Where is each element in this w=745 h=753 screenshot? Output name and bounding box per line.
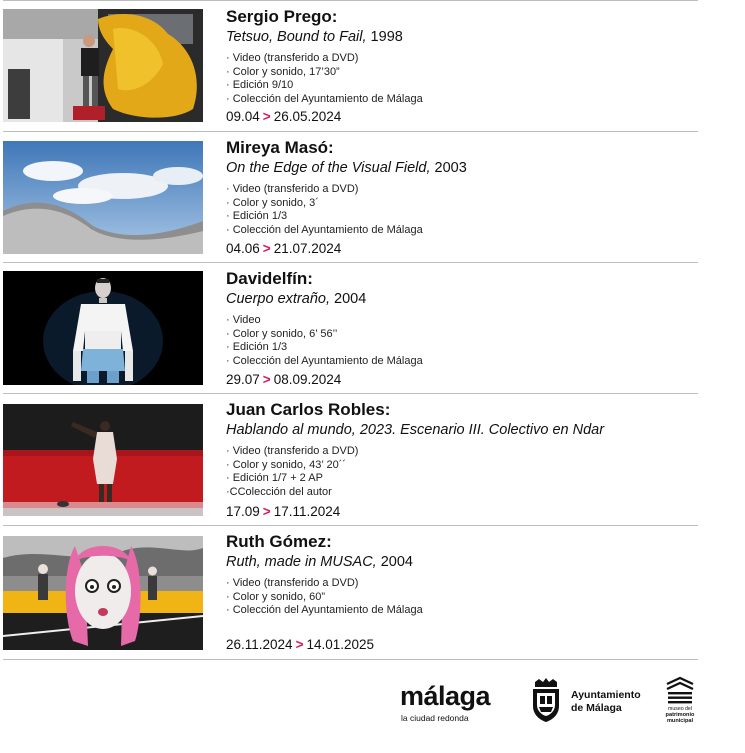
- spec-line: · Colección del Ayuntamiento de Málaga: [226, 354, 423, 367]
- work-title: [226, 290, 696, 309]
- spec-line: · Colección del Ayuntamiento de Málaga: [226, 604, 423, 617]
- date-arrow-icon: >: [262, 241, 271, 256]
- video-still-performance-yellow-fabric: [3, 9, 203, 122]
- date-arrow-icon: >: [295, 637, 304, 652]
- date-start: 04.06: [226, 241, 260, 256]
- program-entry-juan-carlos-robles: [3, 394, 698, 525]
- date-end: 21.07.2024: [273, 241, 342, 256]
- date-end: 26.05.2024: [273, 109, 342, 124]
- artist-name: Ruth Gómez:: [226, 532, 332, 551]
- work-year: 2004: [329, 291, 367, 307]
- spec-line: ·CColección del autor: [226, 485, 332, 498]
- entry-info: [226, 268, 696, 368]
- work-title: [226, 28, 696, 47]
- program-entry-ruth-gomez: [3, 526, 698, 657]
- date-start: 29.07: [226, 372, 260, 387]
- museo-line-3: [663, 718, 697, 724]
- artist-name: Juan Carlos Robles:: [226, 400, 391, 419]
- spec-line: · Color y sonido, 3´: [226, 196, 319, 209]
- entry-info: [226, 6, 696, 106]
- work-year: 2003: [430, 160, 467, 176]
- artist-name: Sergio Prego:: [226, 7, 338, 26]
- program-entry-davidelfin: [3, 263, 698, 394]
- spec-line: · Color y sonido, 17’30”: [226, 65, 340, 78]
- work-specs: [226, 183, 696, 237]
- entry-info: [226, 137, 696, 237]
- ayuntamiento-line-2: de Málaga: [571, 701, 622, 714]
- work-year: 2004: [376, 554, 413, 570]
- video-still-figure-dark-background: [3, 271, 203, 385]
- program-entry-mireya-maso: [3, 132, 698, 263]
- work-title: [226, 553, 696, 572]
- malaga-tagline: la ciudad redonda: [401, 713, 469, 723]
- museum-stacked-lines-icon: [665, 676, 695, 709]
- divider: [3, 659, 698, 660]
- spec-line: · Color y sonido, 43’ 20´´: [226, 458, 347, 471]
- museo-line-2-text: patrimonio: [665, 712, 695, 718]
- artist-name: Davidelfín:: [226, 269, 313, 288]
- screening-dates: [226, 109, 341, 125]
- date-start: 17.09: [226, 504, 260, 519]
- footer-logos: [395, 674, 705, 734]
- screening-dates: [226, 372, 341, 388]
- museo-line-1: museo del: [668, 706, 692, 712]
- work-specs: [226, 314, 696, 368]
- spec-line: · Video (transferido a DVD): [226, 577, 359, 589]
- work-specs: [226, 445, 696, 499]
- spec-line: · Edición 1/7 + 2 AP: [226, 472, 323, 485]
- work-year: 1998: [366, 29, 403, 45]
- work-title-italic: Cuerpo extraño,: [226, 291, 330, 307]
- city-coat-of-arms-icon: [529, 678, 563, 727]
- ayuntamiento-line-1: Ayuntamiento: [571, 689, 641, 701]
- screening-dates: [226, 241, 341, 257]
- spec-line: · Colección del Ayuntamiento de Málaga: [226, 92, 423, 105]
- spec-line: · Edición 1/3: [226, 210, 288, 223]
- entry-info: [226, 531, 696, 618]
- video-still-sky-landscape: [3, 141, 203, 254]
- museo-patrimonio-wordmark: [663, 706, 697, 724]
- video-still-figure-flag-stage: [3, 404, 203, 516]
- spec-line: · Video: [226, 314, 261, 326]
- spec-line: · Video (transferido a DVD): [226, 52, 359, 64]
- artist-name: Mireya Masó:: [226, 138, 334, 157]
- spec-line: · Video (transferido a DVD): [226, 183, 359, 195]
- work-title-italic: On the Edge of the Visual Field,: [226, 160, 431, 176]
- work-title: [226, 159, 696, 178]
- museo-line-3-text: municipal: [666, 718, 694, 724]
- spec-line: · Video (transferido a DVD): [226, 445, 359, 457]
- malaga-logo: málaga: [400, 681, 491, 711]
- work-specs: [226, 52, 696, 106]
- date-end: 17.11.2024: [273, 504, 341, 519]
- work-title-italic: Ruth, made in MUSAC,: [226, 554, 377, 570]
- work-title-italic: Tetsuo, Bound to Fail,: [226, 29, 367, 45]
- spec-line: · Edición 9/10: [226, 79, 294, 92]
- work-title: [226, 421, 696, 440]
- date-arrow-icon: >: [262, 504, 271, 519]
- spec-line: · Colección del Ayuntamiento de Málaga: [226, 223, 423, 236]
- date-start: 09.04: [226, 109, 260, 124]
- spec-line: · Color y sonido, 6’ 56’’: [226, 327, 338, 340]
- spec-line: · Color y sonido, 60”: [226, 590, 326, 603]
- spec-line: · Edición 1/3: [226, 341, 288, 354]
- work-specs: [226, 577, 696, 618]
- date-arrow-icon: >: [262, 372, 271, 387]
- program-entry-sergio-prego: [3, 1, 698, 132]
- screening-dates: [226, 637, 374, 653]
- date-arrow-icon: >: [262, 109, 271, 124]
- ayuntamiento-wordmark: [571, 689, 641, 714]
- video-still-illustrated-pink-hair-face: [3, 536, 203, 650]
- date-end: 08.09.2024: [273, 372, 342, 387]
- date-end: 14.01.2025: [306, 637, 375, 652]
- work-title-italic: Hablando al mundo, 2023. Escenario III. Colectivo en Ndar: [226, 422, 605, 438]
- entry-info: [226, 399, 696, 499]
- screening-dates: [226, 504, 340, 520]
- date-start: 26.11.2024: [226, 637, 293, 652]
